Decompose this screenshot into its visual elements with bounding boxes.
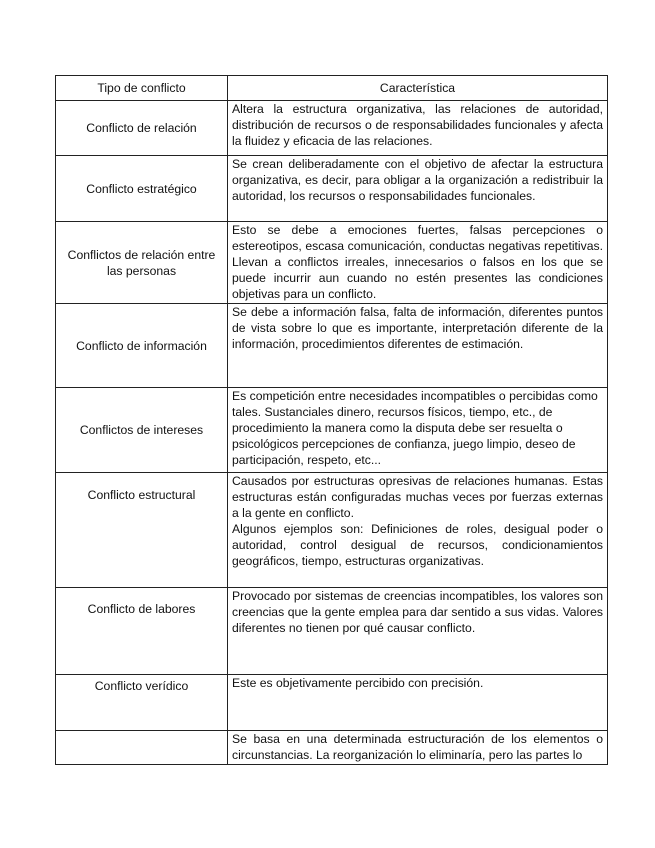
characteristic-cell — [228, 101, 608, 156]
conflict-type-cell — [56, 731, 228, 765]
table-row — [56, 388, 608, 473]
characteristic-cell — [228, 156, 608, 222]
characteristic-text: Se debe a información falsa, falta de información, diferentes puntos de vista sobre lo que es importante, interpretación diferente de la información, procedimientos diferentes de estimación. — [232, 305, 603, 351]
characteristic-cell — [228, 304, 608, 388]
characteristic-text: Es competición entre necesidades incompatibles o percibidas como tales. Sustanciales dinero, recursos físicos, tiempo, etc., de procedimiento la manera como la disputa debe ser resuelta o psicológicos percepciones de confianza, juego limpio, deseo de participación, respeto, etc... — [232, 389, 598, 467]
table-row — [56, 473, 608, 588]
characteristic-text-2: Algunos ejemplos son: Definiciones de roles, desigual poder o autoridad, control desigual de recursos, condicionamientos geográficos, tiempo, estructuras organizativas. — [232, 522, 603, 568]
conflict-type-cell: Conflictos de relación entre las personas — [56, 222, 228, 304]
table-row — [56, 222, 608, 304]
table-row — [56, 731, 608, 765]
characteristic-text: Esto se debe a emociones fuertes, falsas percepciones o estereotipos, escasa comunicación, conductas negativas repetitivas. Llevan a conflictos irreales, innecesarios o falsos en los que se puede incurrir aun cuando no estén presentes las condiciones objetivas para un conflicto. — [232, 223, 603, 301]
characteristic-text: Se crean deliberadamente con el objetivo de afectar la estructura organizativa, es decir, para obligar a la organización a redistribuir la autoridad, los recursos o responsabilidades funcionales. — [232, 157, 603, 203]
conflict-types-table — [55, 75, 608, 765]
header-characteristic: Característica — [228, 76, 608, 101]
characteristic-cell — [228, 222, 608, 304]
table-row — [56, 101, 608, 156]
table-row — [56, 156, 608, 222]
characteristic-text: Se basa en una determinada estructuración de los elementos o circunstancias. La reorganización lo eliminaría, pero las partes lo — [232, 732, 603, 762]
table-row — [56, 304, 608, 388]
conflict-type-cell: Conflicto de relación — [56, 101, 228, 156]
characteristic-cell — [228, 588, 608, 675]
conflict-type-cell: Conflicto estratégico — [56, 156, 228, 222]
characteristic-text: Causados por estructuras opresivas de relaciones humanas. Estas estructuras están configuradas muchas veces por fuerzas externas a la gente en conflicto. — [232, 474, 603, 520]
characteristic-cell — [228, 731, 608, 765]
characteristic-cell — [228, 473, 608, 588]
conflict-type-cell: Conflicto de información — [56, 304, 228, 388]
conflict-type-cell: Conflicto verídico — [56, 675, 228, 731]
table-header-row — [56, 76, 608, 101]
characteristic-text: Altera la estructura organizativa, las relaciones de autoridad, distribución de recursos o de responsabilidades funcionales y afecta la fluidez y eficacia de las relaciones. — [232, 102, 603, 148]
characteristic-text: Provocado por sistemas de creencias incompatibles, los valores son creencias que la gente emplea para dar sentido a sus vidas. Valores diferentes no tienen por qué causar conflicto. — [232, 589, 603, 635]
header-conflict-type: Tipo de conflicto — [56, 76, 228, 101]
characteristic-text: Este es objetivamente percibido con precisión. — [232, 676, 484, 690]
conflict-type-cell: Conflictos de intereses — [56, 388, 228, 473]
table-row — [56, 588, 608, 675]
table-row — [56, 675, 608, 731]
characteristic-cell — [228, 388, 608, 473]
conflict-type-cell: Conflicto de labores — [56, 588, 228, 675]
conflict-type-cell: Conflicto estructural — [56, 473, 228, 588]
characteristic-cell — [228, 675, 608, 731]
